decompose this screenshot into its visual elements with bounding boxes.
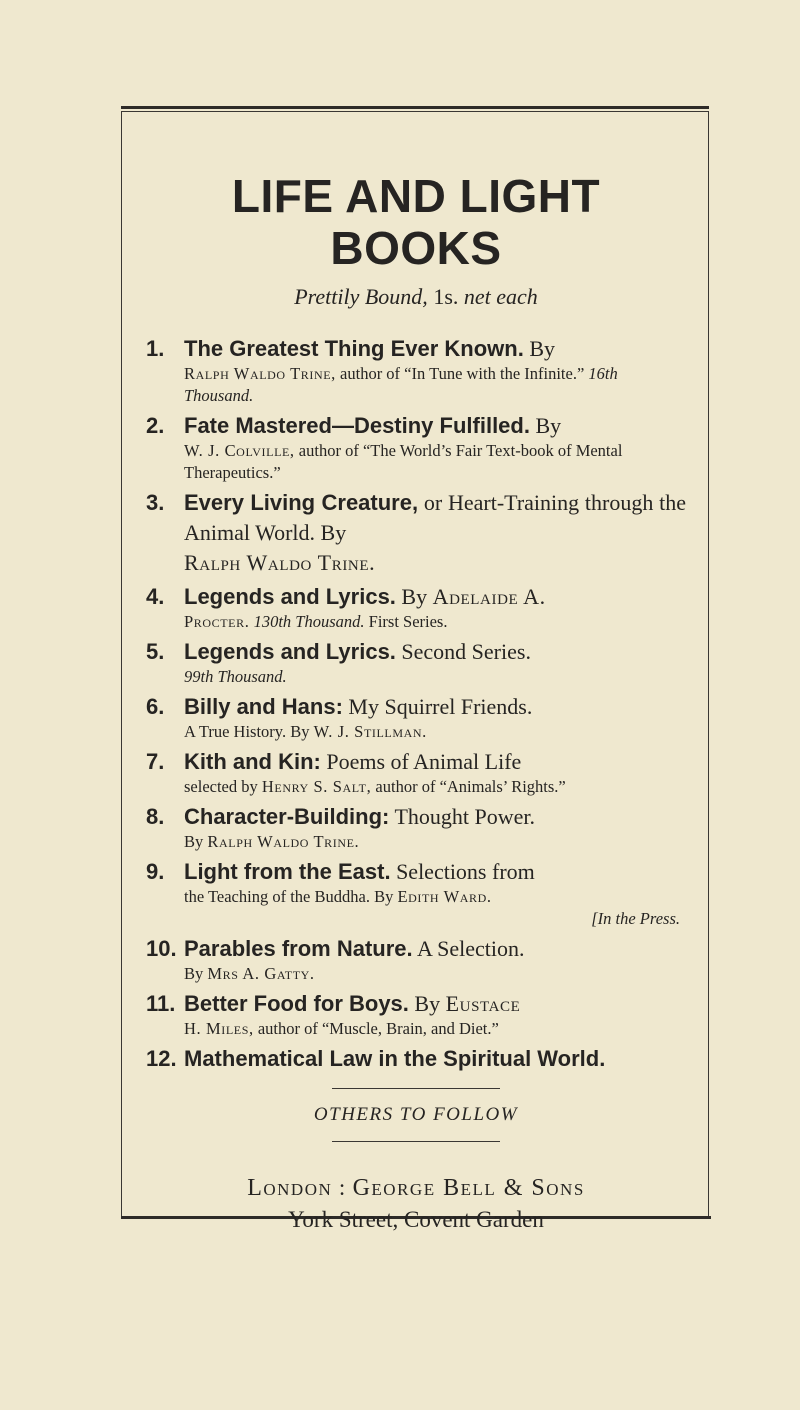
book-author: Eustace [445, 991, 521, 1016]
book-subtitle: Selections from [396, 859, 535, 884]
book-title: Billy and Hans: [184, 694, 343, 719]
book-title: Legends and Lyrics. [184, 584, 396, 609]
book-number: 3. [146, 490, 165, 515]
book-note: By [184, 832, 204, 851]
book-note: author of “The World’s Fair Text-book of Mental Therapeutics.” [184, 441, 623, 482]
book-author: Adelaide A. [432, 584, 546, 609]
book-number: 8. [146, 804, 165, 829]
book-by: By [529, 336, 556, 361]
page-title: LIFE AND LIGHT BOOKS [231, 170, 601, 274]
book-author: Ralph Waldo Trine. [184, 550, 376, 575]
book-edition: 99th Thousand. [184, 667, 287, 686]
book-entry [146, 989, 686, 1040]
book-title: Legends and Lyrics. [184, 639, 396, 664]
binding-price [146, 282, 686, 312]
book-number: 12. [146, 1046, 177, 1071]
book-entry [146, 411, 686, 484]
publisher-name: George Bell & Sons [352, 1175, 585, 1201]
book-edition: 16th Thousand. [184, 364, 618, 405]
book-title: Fate Mastered—Destiny Fulfilled. [184, 413, 530, 438]
book-entry [146, 692, 686, 743]
book-number: 10. [146, 936, 177, 961]
book-note: selected by [184, 777, 258, 796]
book-title: Kith and Kin: [184, 749, 321, 774]
book-author: Henry S. Salt, [261, 777, 372, 796]
book-edition: 130th Thousand. [253, 612, 365, 631]
book-author: W. J. Colville, [184, 441, 295, 460]
book-number: 4. [146, 584, 165, 609]
book-author-cont: Procter. [184, 612, 250, 631]
book-subtitle: or Heart-Training through the Animal World. By [184, 490, 686, 545]
book-by: By [414, 991, 441, 1016]
book-note-2: author of “Animals’ Rights.” [375, 777, 566, 796]
publisher-separator: : [338, 1175, 347, 1200]
book-author: Edith Ward. [397, 887, 492, 906]
book-entry [146, 582, 686, 633]
book-title: Light from the East. [184, 859, 391, 884]
book-by: By [535, 413, 562, 438]
book-entry [146, 334, 686, 407]
book-list [146, 334, 686, 1074]
others-to-follow: OTHERS TO FOLLOW [313, 1104, 519, 1125]
book-author-cont: H. Miles, [184, 1019, 254, 1038]
book-entry [146, 488, 686, 578]
frame-top-rule [121, 106, 709, 109]
book-by: By [401, 584, 428, 609]
book-title: Better Food for Boys. [184, 991, 409, 1016]
book-entry [146, 1044, 686, 1074]
book-note: author of “Muscle, Brain, and Diet.” [257, 1019, 499, 1038]
book-title: Mathematical Law in the Spiritual World. [184, 1046, 606, 1071]
book-note: author of “In Tune with the Infinite.” [340, 364, 585, 383]
book-note: the Teaching of the Buddha. By [184, 887, 394, 906]
book-author: W. J. Stillman. [313, 722, 427, 741]
book-title: The Greatest Thing Ever Known. [184, 336, 524, 361]
divider-top [332, 1088, 500, 1089]
book-entry [146, 934, 686, 985]
price-note: net each [463, 284, 538, 309]
book-subtitle: My Squirrel Friends. [348, 694, 533, 719]
book-author: Mrs A. Gatty. [207, 964, 315, 983]
book-entry [146, 802, 686, 853]
publisher-city: London [247, 1175, 333, 1201]
book-title: Character-Building: [184, 804, 390, 829]
book-author: Ralph Waldo Trine. [207, 832, 360, 851]
advertisement-page [146, 156, 686, 1236]
book-author: Ralph Waldo Trine, [184, 364, 336, 383]
book-status: [In the Press. [591, 909, 680, 928]
book-title: Every Living Creature, [184, 490, 419, 515]
publisher-address: York Street, Covent Garden [288, 1207, 544, 1232]
book-number: 2. [146, 413, 165, 438]
book-entry [146, 747, 686, 798]
book-number: 5. [146, 639, 165, 664]
price-label: 1s. [433, 284, 459, 309]
book-series: Second Series. [401, 639, 531, 664]
book-number: 7. [146, 749, 165, 774]
book-note: By [184, 964, 204, 983]
book-number: 9. [146, 859, 165, 884]
publisher-line [146, 1172, 686, 1204]
book-title: Parables from Nature. [184, 936, 413, 961]
book-entry [146, 857, 686, 930]
book-number: 1. [146, 336, 165, 361]
divider-bottom [332, 1141, 500, 1142]
binding-label: Prettily Bound, [294, 284, 428, 309]
book-entry [146, 637, 686, 688]
book-note: A True History. By [184, 722, 310, 741]
book-subtitle: A Selection. [416, 936, 525, 961]
book-number: 6. [146, 694, 165, 719]
book-subtitle: Poems of Animal Life [326, 749, 522, 774]
book-series: First Series. [368, 612, 448, 631]
book-number: 11. [146, 991, 176, 1016]
book-subtitle: Thought Power. [394, 804, 536, 829]
